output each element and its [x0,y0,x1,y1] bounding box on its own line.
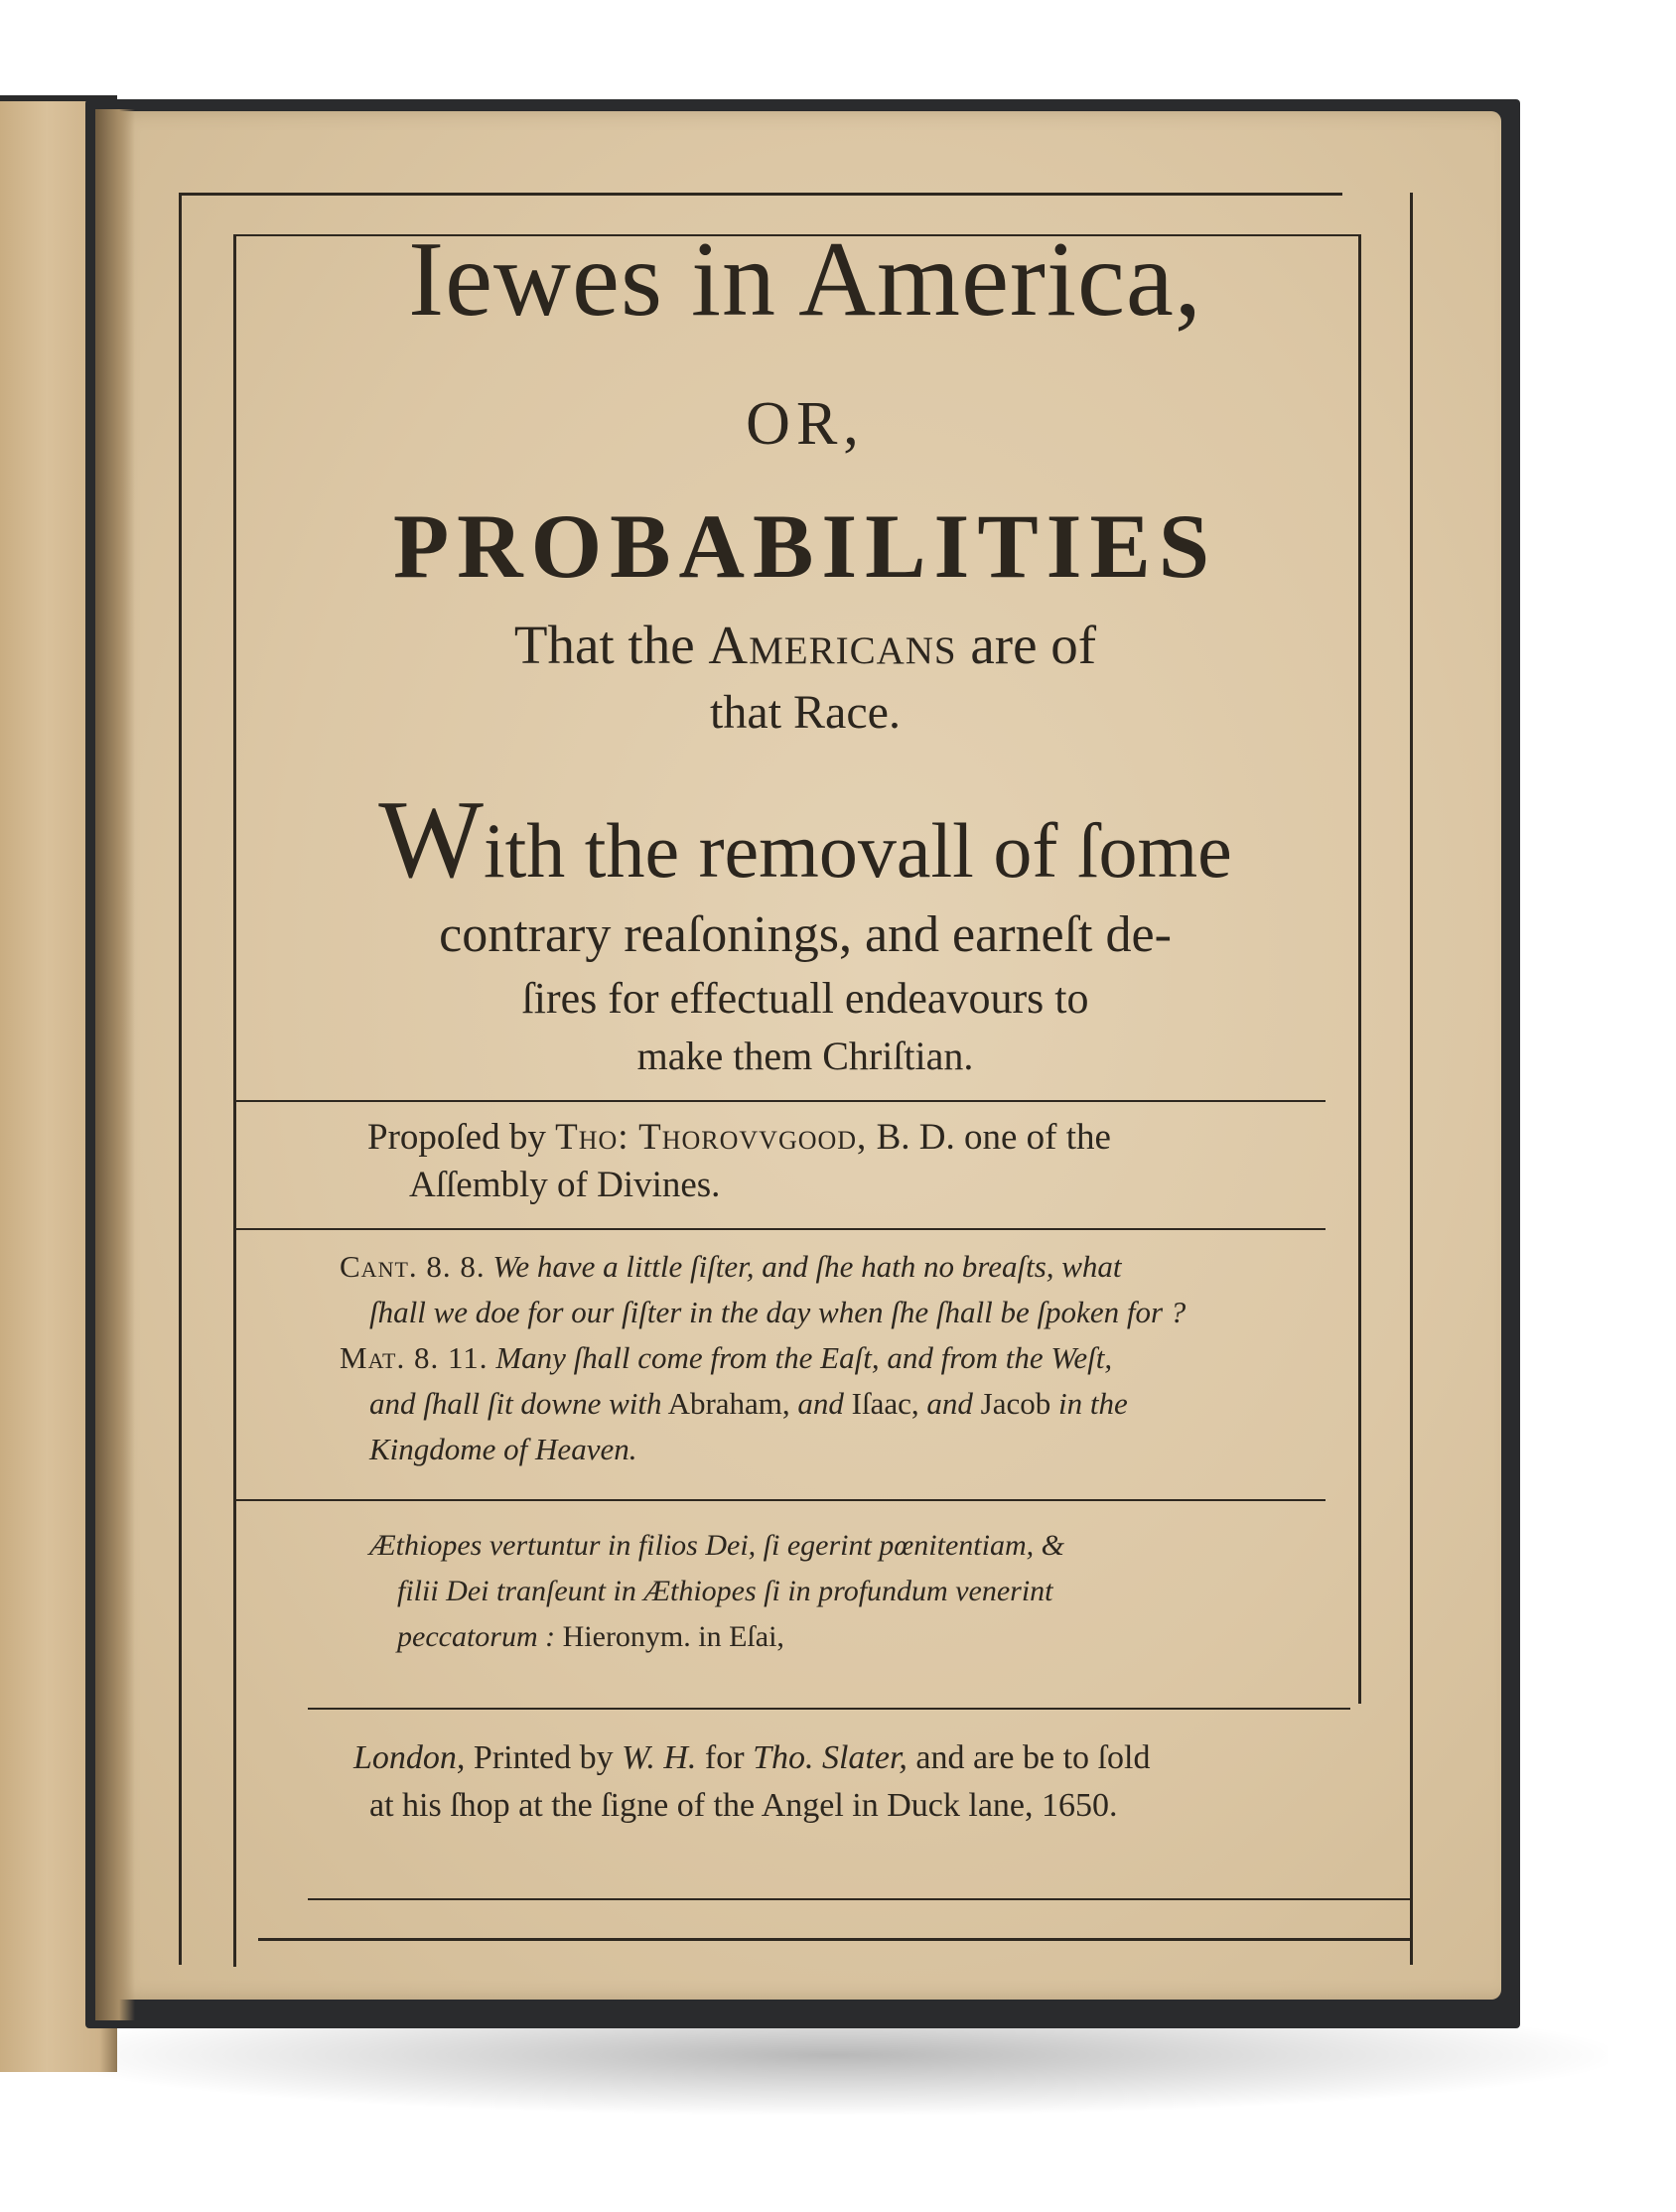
imprint-line-1 [353,1739,1150,1777]
mat-reference: Mat. 8. 11. [340,1340,489,1375]
author-suffix: B. D. one of the [876,1117,1111,1158]
removal-line-3: ſires for effectuall endeavours to [521,974,1089,1023]
imprint-for: for [704,1739,745,1776]
book-title: Iewes in America, [408,220,1202,339]
removal-line-4: make them Chriſtian. [636,1034,974,1078]
author-line-2: Aſſembly of Divines. [409,1165,721,1205]
mat-isaac: Iſaac, [851,1386,919,1421]
title-probabilities: PROBABILITIES [392,495,1218,597]
subtitle-text-b: are of [970,615,1097,675]
mat-jacob: Jacob [980,1386,1051,1421]
mat-text-2c: and [926,1386,973,1421]
latin-line-3 [397,1620,784,1654]
section-rule-4 [308,1708,1350,1710]
title-or: OR, [746,390,865,458]
removal-line-1-text: ith the removall of ſome [483,807,1232,894]
section-rule-3 [233,1499,1326,1501]
outer-border-bottom [258,1938,1410,1941]
mat-line-3: Kingdome of Heaven. [369,1432,637,1466]
latin-peccatorum: peccatorum : [397,1620,556,1653]
mat-line-1 [340,1340,1112,1376]
outer-border-top [181,193,1342,196]
mat-text-2a: and ſhall ſit downe with [369,1386,662,1421]
latin-source: Hieronym. in Eſai, [562,1620,784,1653]
drop-initial: W [378,778,484,901]
mat-text-1: Many ſhall come from the Eaſt, and from the Weſt, [495,1340,1113,1375]
cant-line-2: ſhall we doe for our ſiſter in the day when ſhe ſhall be ſpoken for ? [369,1295,1187,1329]
latin-line-1: Æthiopes vertuntur in filios Dei, ſi egerint pœnitentiam, & [369,1529,1064,1562]
mat-line-2 [369,1386,1128,1422]
subtitle-text-a: That the [513,615,695,675]
imprint-printer: W. H. [622,1739,697,1776]
removal-line-2: contrary reaſonings, and earneſt de- [439,906,1172,963]
subtitle-americans: Americans [708,615,957,675]
subtitle-line-1 [109,614,1501,676]
cant-line-1 [340,1249,1122,1285]
removal-line-1 [109,776,1501,904]
latin-line-2: filii Dei tranſeunt in Æthiopes ſi in profundum venerint [397,1575,1053,1607]
imprint-bookseller: Tho. Slater, [753,1739,908,1776]
cant-text-1: We have a little ſiſter, and ſhe hath no breaſts, what [492,1249,1122,1284]
author-name: Tho: Thorovvgood, [555,1117,868,1158]
imprint-line-2: at his ſhop at the ſigne of the Angel in Duck lane, 1650. [369,1787,1118,1824]
imprint-line-1-end: and are be to ſold [915,1739,1151,1776]
mat-abraham: Abraham, [667,1386,790,1421]
subtitle-line-2: that Race. [710,686,901,739]
spine-gutter [95,109,135,2020]
title-page [109,111,1501,2000]
imprint-printed-by: Printed by [473,1739,614,1776]
cant-reference: Cant. 8. 8. [340,1249,486,1284]
author-line-1 [367,1116,1111,1159]
mat-text-2d: in the [1057,1386,1128,1421]
section-rule-2 [233,1228,1326,1230]
imprint-london: London, [353,1739,466,1776]
inner-border-bottom [308,1898,1410,1900]
mat-text-2b: and [797,1386,844,1421]
section-rule-1 [233,1100,1326,1102]
author-prefix: Propoſed by [367,1117,546,1158]
